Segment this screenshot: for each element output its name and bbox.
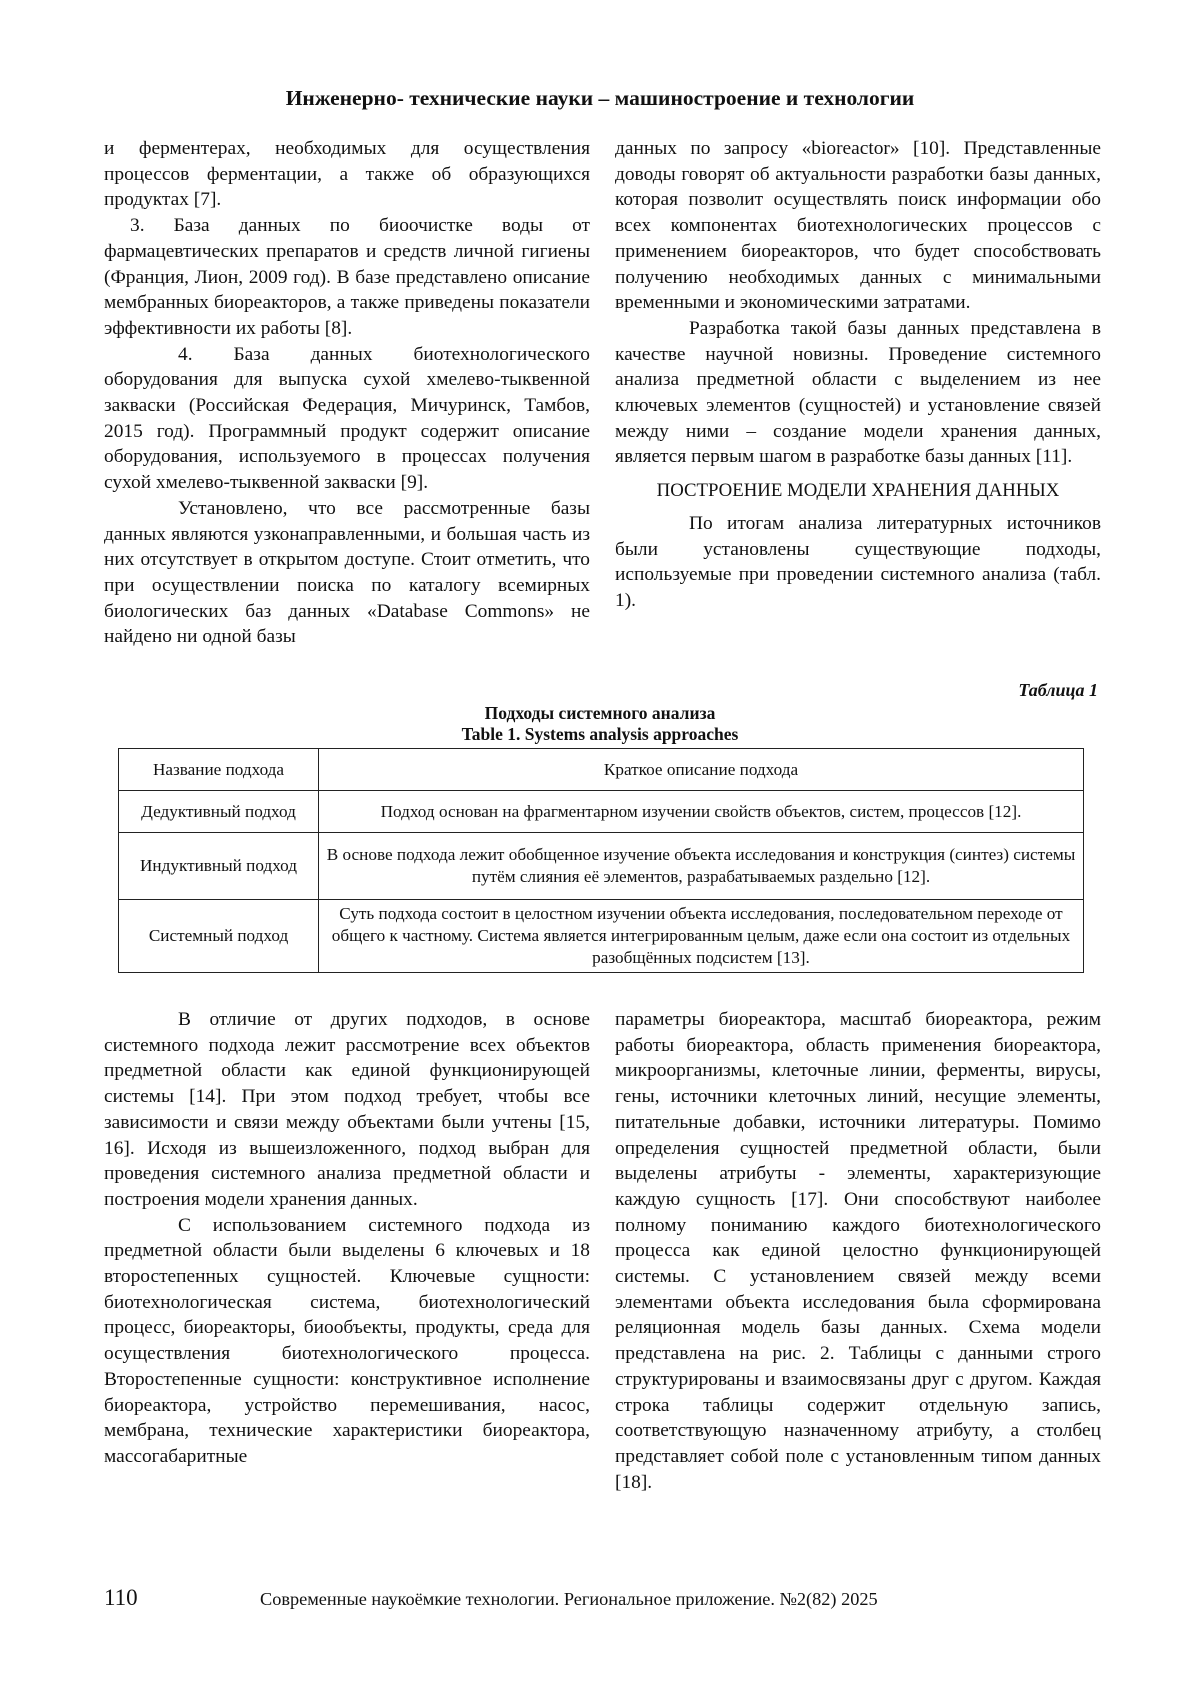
right-column-bottom (615, 1007, 1101, 1495)
table-row (119, 900, 1084, 973)
left-column-bottom (104, 1007, 590, 1470)
journal-footer: Современные наукоёмкие технологии. Региональное приложение. №2(82) 2025 (260, 1589, 878, 1609)
page-number: 110 (104, 1585, 138, 1610)
table-row (119, 833, 1084, 900)
table-cell: Подход основан на фрагментарном изучении свойств объектов, систем, процессов [12]. (319, 791, 1084, 833)
table-cell: Дедуктивный подход (119, 791, 319, 833)
table-cell: Суть подхода состоит в целостном изучении объекта исследования, последовательном переходе от общего к частному. Система является интегрированным целым, даже если она состоит из отдельных разобщённых подсистем [13]. (319, 900, 1084, 973)
table-header-row (119, 749, 1084, 791)
table-row (119, 791, 1084, 833)
table-caption-en: Table 1. Systems analysis approaches (461, 724, 739, 744)
running-header: Инженерно- технические науки – машиностроение и технологии (285, 86, 915, 110)
table-cell: Индуктивный подход (119, 833, 319, 900)
paragraph: По итогам анализа литературных источников были установлены существующие подходы, используемые при проведении системного анализа (табл. 1). (615, 512, 1101, 611)
table-header-cell: Краткое описание подхода (319, 749, 1084, 791)
approaches-table (118, 748, 1084, 973)
paragraph: Установлено, что все рассмотренные базы данных являются узконаправленными, и большая часть из них отсутствует в открытом доступе. Стоит отметить, что при осуществлении поиска по каталогу всемирных биологических баз данных «Database Commons» не найдено ни одной базы (104, 497, 590, 648)
paragraph: В отличие от других подходов, в основе системного подхода лежит рассмотрение всех объектов предметной области как единой функционирующей системы [14]. При этом подход требует, чтобы все зависимости и связи между объектами были учтены [15, 16]. Исходя из вышеизложенного, подход выбран для проведения системного анализа предметной области и построения модели хранения данных. (104, 1009, 590, 1210)
table-cell: В основе подхода лежит обобщенное изучение объекта исследования и конструкция (синтез) системы путём слияния её элементов, разрабатываемых раздельно [12]. (319, 833, 1084, 900)
right-column-top (615, 136, 1101, 614)
paragraph: параметры биореактора, масштаб биореактора, режим работы биореактора, область применения биореактора, микроорганизмы, клеточные линии, ферменты, вирусы, гены, источники клеточных линий, несущие элементы, питательные добавки, источники литературы. Помимо определения сущностей предметной области, были выделены атрибуты - элементы, характеризующие каждую сущность [17]. Они способствуют наиболее полному пониманию каждого биотехнологического процесса как единой целостно функционирующей системы. С установлением связей между всеми элементами объекта исследования была сформирована реляционная модель базы данных. Схема модели представлена на рис. 2. Таблицы с данными строго структурированы и взаимосвязаны друг с другом. Каждая строка таблицы содержит отдельную запись, соответствующую назначенному атрибуту, а столбец представляет собой поле с установленным типом данных [18]. (615, 1009, 1101, 1493)
paragraph: данных по запросу «bioreactor» [10]. Представленные доводы говорят об актуальности разработки базы данных, которая позволит осуществлять поиск информации обо всех компонентах биотехнологических процессов с применением биореакторов, что будет способствовать получению необходимых данных с минимальными временными и экономическими затратами. (615, 138, 1101, 314)
section-heading: ПОСТРОЕНИЕ МОДЕЛИ ХРАНЕНИЯ ДАННЫХ (656, 480, 1060, 502)
table-label: Таблица 1 (1018, 680, 1098, 700)
paragraph: Разработка такой базы данных представлена в качестве научной новизны. Проведение системного анализа предметной области с выделением из нее ключевых элементов (сущностей) и установление связей между ними – создание модели хранения данных, является первым шагом в разработке базы данных [11]. (615, 317, 1101, 468)
table-caption-ru: Подходы системного анализа (484, 703, 716, 723)
table-header-cell: Название подхода (119, 749, 319, 791)
paragraph: 3. База данных по биоочистке воды от фармацевтических препаратов и средств личной гигиены (Франция, Лион, 2009 год). В базе представлено описание мембранных биореакторов, а также приведены показатели эффективности их работы [8]. (104, 215, 590, 339)
table-cell: Системный подход (119, 900, 319, 973)
paragraph: и ферментерах, необходимых для осуществления процессов ферментации, а также об образующихся продуктах [7]. (104, 138, 590, 211)
paragraph: С использованием системного подхода из предметной области были выделены 6 ключевых и 18 второстепенных сущностей. Ключевые сущности: биотехнологическая система, биотехнологический процесс, биореакторы, биообъекты, продукты, среда для осуществления биотехнологического процесса. Второстепенные сущности: конструктивное исполнение биореактора, устройство перемешивания, насос, мембрана, технические характеристики биореактора, массогабаритные (104, 1214, 590, 1467)
paragraph: 4. База данных биотехнологического оборудования для выпуска сухой хмелево-тыквенной закваски (Российская Федерация, Мичуринск, Тамбов, 2015 год). Программный продукт содержит описание оборудования, используемого в процессах получения сухой хмелево-тыквенной закваски [9]. (104, 343, 590, 494)
left-column-top (104, 136, 590, 650)
